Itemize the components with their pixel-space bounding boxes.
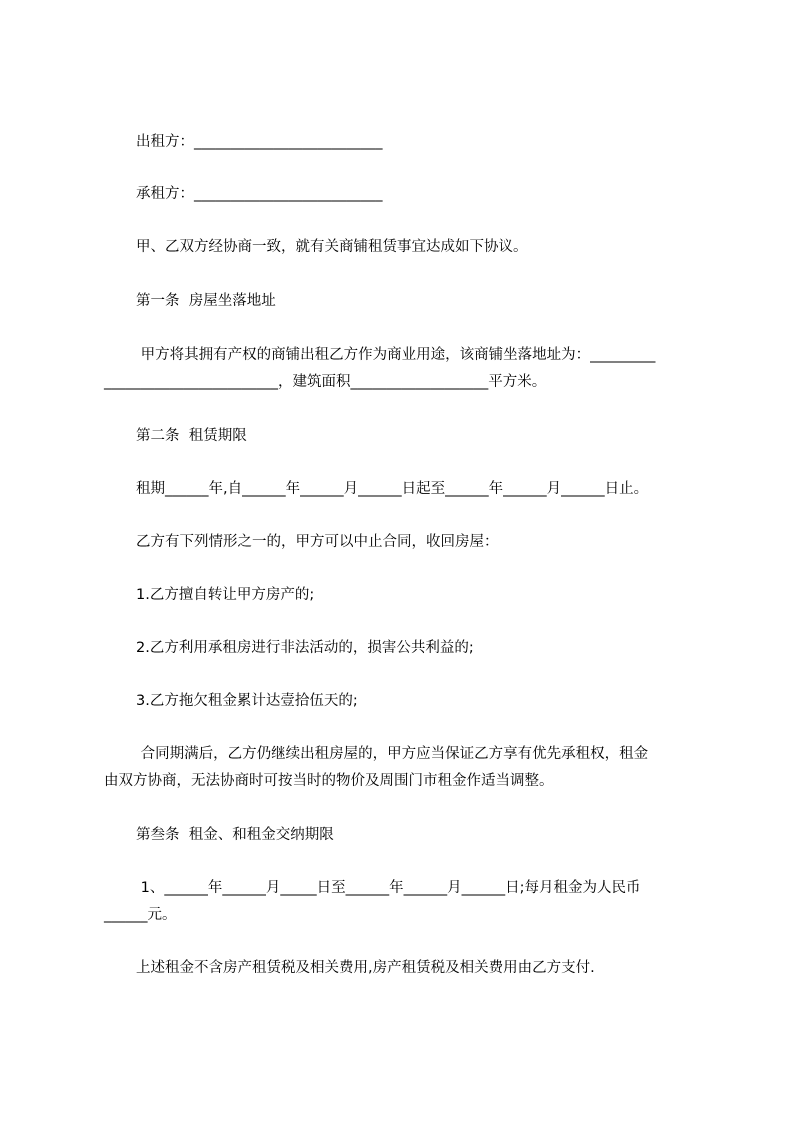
lease-term-line: 租期______年,自______年______月______日起至______年______月______日止。	[136, 481, 649, 497]
article1-title: 第一条 房屋坐落地址	[136, 293, 276, 309]
list-item: 2.乙方利用承租房进行非法活动的，损害公共利益的;	[136, 640, 474, 656]
list-item: 3.乙方拖欠租金累计达壹拾伍天的;	[136, 693, 358, 709]
renewal-paragraph-line1: 合同期满后，乙方仍继续出租房屋的，甲方应当保证乙方享有优先承租权，租金	[136, 746, 649, 762]
rent-period-line2: ______元。	[104, 907, 177, 923]
lessor-line: 出租方：__________________________	[136, 134, 383, 150]
article1-paragraph-line2: ________________________，建筑面积___________________平方米。	[104, 374, 547, 390]
article2-title: 第二条 租赁期限	[136, 428, 247, 444]
list-item: 1.乙方擅自转让甲方房产的;	[136, 587, 315, 603]
renewal-paragraph-line2: 由双方协商，无法协商时可按当时的物价及周围门市租金作适当调整。	[104, 773, 554, 789]
intro-paragraph: 甲、乙双方经协商一致，就有关商铺租赁事宜达成如下协议。	[136, 239, 528, 255]
article3-title: 第叁条 租金、和租金交纳期限	[136, 827, 334, 843]
termination-intro: 乙方有下列情形之一的，甲方可以中止合同，收回房屋：	[136, 534, 499, 550]
tax-note: 上述租金不含房产租赁税及相关费用,房产租赁税及相关费用由乙方支付.	[136, 960, 595, 976]
article1-paragraph-line1: 甲方将其拥有产权的商铺出租乙方作为商业用途，该商铺坐落地址为：_________	[136, 347, 656, 363]
lessee-line: 承租方：__________________________	[136, 186, 383, 202]
rent-period-line1: 1、______年______月_____日至______年______月______日;每月租金为人民币	[136, 880, 641, 896]
